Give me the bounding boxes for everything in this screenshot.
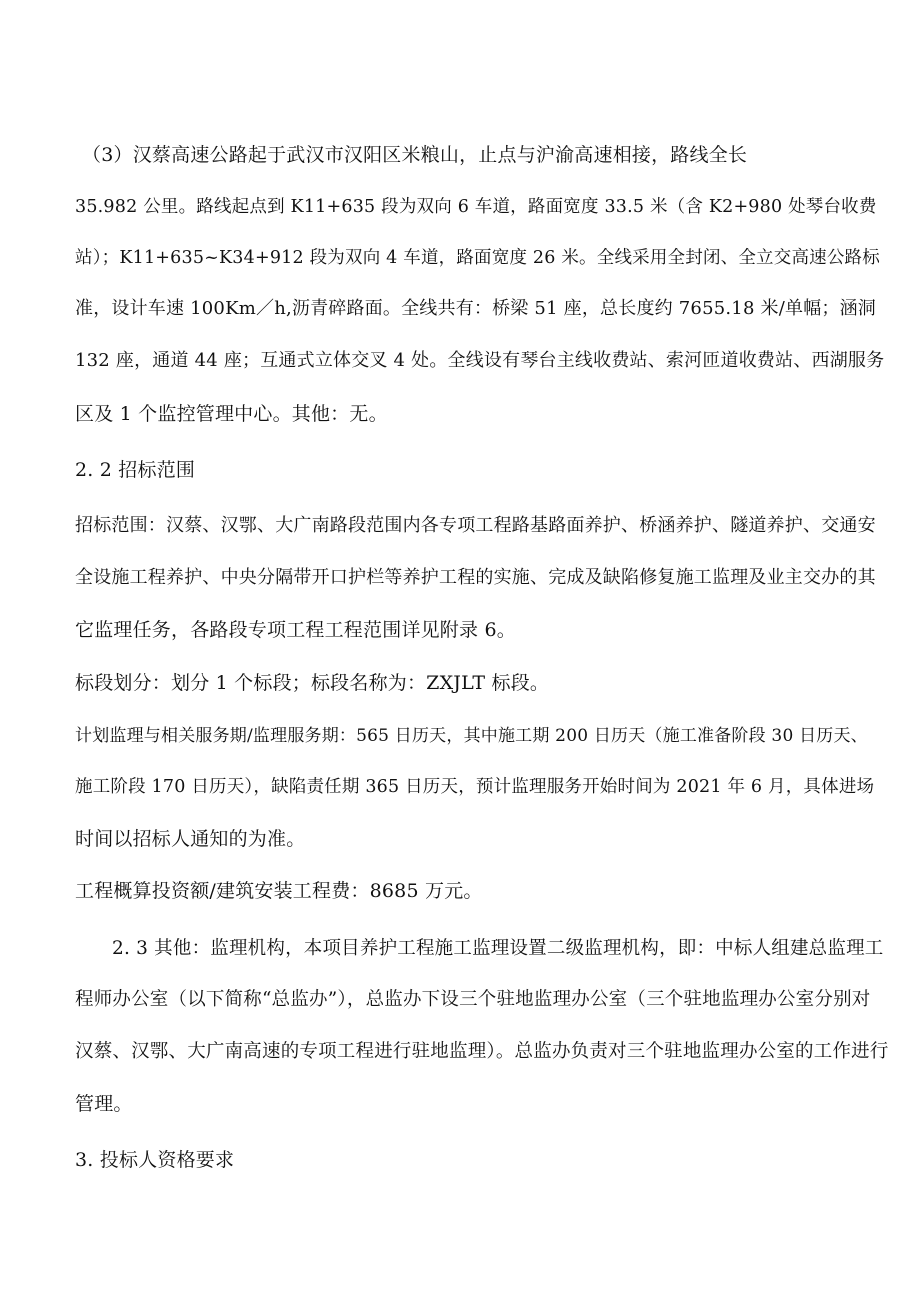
section-2-3-line-4: 管理。 [75, 1093, 133, 1115]
service-period-line-3: 时间以招标人通知的为准。 [75, 828, 306, 850]
section-2-2-heading: 2. 2 招标范围 [75, 459, 196, 481]
service-period-line-2: 施工阶段 170 日历天），缺陷责任期 365 日历天，预计监理服务开始时间为 2021 年 6 月，具体进场 [75, 777, 875, 797]
service-period-line-1: 计划监理与相关服务期/监理服务期：565 日历天，其中施工期 200 日历天（施工准备阶段 30 日历天、 [75, 726, 868, 746]
section-2-3-line-1: 2. 3 其他：监理机构，本项目养护工程施工监理设置二级监理机构，即：中标人组建总监理工 [112, 938, 884, 959]
lot-division: 标段划分：划分 1 个标段；标段名称为：ZXJLT 标段。 [75, 672, 550, 694]
item-3-line-4: 准，设计车速 100Km／h,沥青碎路面。全线共有：桥梁 51 座，总长度约 7655.18 米/单幅；涵洞 [75, 298, 876, 319]
item-3-line-1: （3）汉蔡高速公路起于武汉市汉阳区米粮山，止点与沪渝高速相接，路线全长 [82, 144, 748, 166]
budget-line: 工程概算投资额/建筑安装工程费：8685 万元。 [75, 880, 483, 902]
scope-line-3: 它监理任务，各路段专项工程工程范围详见附录 6。 [75, 619, 516, 641]
item-3-line-2: 35.982 公里。路线起点到 K11+635 段为双向 6 车道，路面宽度 33.5 米（含 K2+980 处琴台收费 [75, 197, 877, 217]
item-3-line-6: 区及 1 个监控管理中心。其他：无。 [75, 403, 388, 425]
section-3-heading: 3. 投标人资格要求 [75, 1149, 235, 1171]
section-2-3-line-3: 汉蔡、汉鄂、大广南高速的专项工程进行驻地监理）。总监办负责对三个驻地监理办公室的工作进行 [75, 1041, 889, 1062]
item-3-line-3: 站）；K11+635~K34+912 段为双向 4 车道，路面宽度 26 米。全线采用全封闭、全立交高速公路标 [75, 248, 880, 268]
item-3-line-5: 132 座，通道 44 座；互通式立体交叉 4 处。全线设有琴台主线收费站、索河匝道收费站、西湖服务 [75, 350, 885, 371]
scope-line-1: 招标范围：汉蔡、汉鄂、大广南路段范围内各专项工程路基路面养护、桥涵养护、隧道养护、交通安 [75, 515, 876, 536]
scope-line-2: 全设施工程养护、中央分隔带开口护栏等养护工程的实施、完成及缺陷修复施工监理及业主交办的其 [75, 567, 876, 588]
section-2-3-line-2: 程师办公室（以下简称“总监办”），总监办下设三个驻地监理办公室（三个驻地监理办公室分别对 [75, 989, 871, 1010]
